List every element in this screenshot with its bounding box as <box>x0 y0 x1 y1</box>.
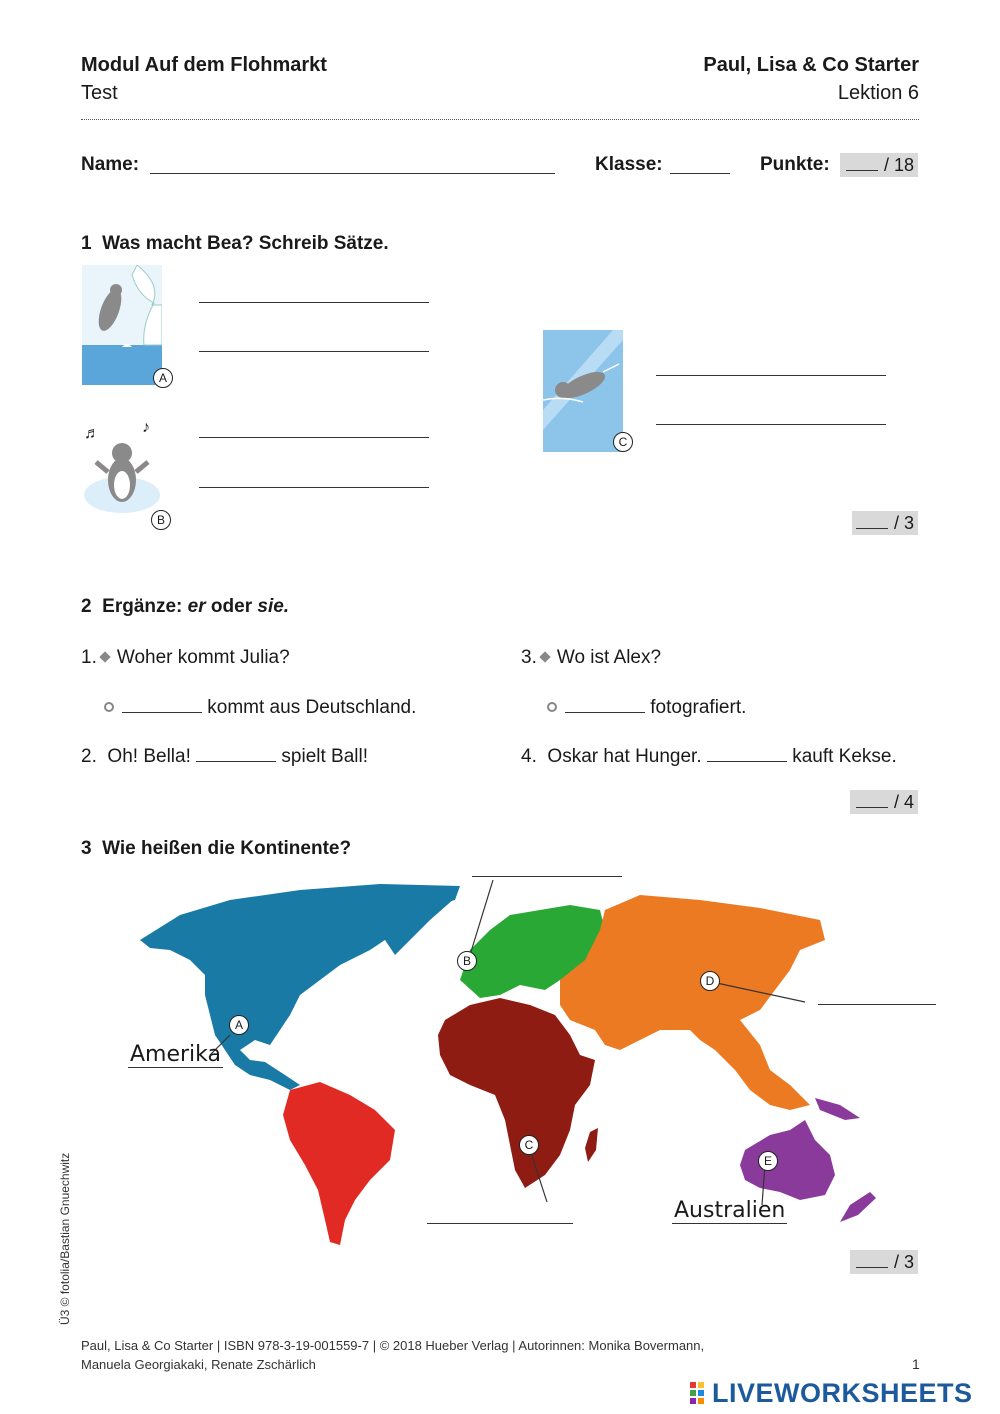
diamond-icon <box>539 651 550 662</box>
samerica-region <box>283 1082 395 1245</box>
answer-line-a1[interactable] <box>199 285 429 303</box>
oceania-region <box>740 1120 835 1200</box>
gap-field-2[interactable] <box>196 745 276 762</box>
svg-text:♪: ♪ <box>142 419 150 436</box>
task1-score: / 3 <box>893 513 914 533</box>
answer-line-a2[interactable] <box>199 334 429 352</box>
madagascar-region <box>585 1128 598 1162</box>
diamond-icon <box>99 651 110 662</box>
task2-item-3-answer: fotografiert. <box>543 696 746 719</box>
marker-b-task1: B <box>151 510 171 530</box>
image-credit: Ü3 © fotolia/Bastian Gnuechwitz <box>58 1152 72 1325</box>
seal-swimming-image <box>543 330 623 452</box>
liveworksheets-logo-icon <box>690 1382 712 1406</box>
map-answer-b[interactable] <box>472 860 622 877</box>
map-answer-c[interactable] <box>427 1207 573 1224</box>
map-label-australien: Australien <box>674 1198 786 1223</box>
class-field[interactable] <box>670 154 730 174</box>
png-region <box>815 1098 860 1120</box>
task2-item-1-answer: kommt aus Deutschland. <box>100 696 416 719</box>
task1-title: 1 Was macht Bea? Schreib Sätze. <box>81 233 389 254</box>
task2-item-4: 4. Oskar hat Hunger. kauft Kekse. <box>521 746 897 767</box>
liveworksheets-logo[interactable] <box>690 1378 973 1409</box>
seal-diving-image <box>82 265 162 385</box>
page-number: 1 <box>912 1356 920 1372</box>
map-marker-a: A <box>229 1015 249 1035</box>
answer-line-c1[interactable] <box>656 358 886 376</box>
marker-a-task1: A <box>153 368 173 388</box>
footer-line-1: Paul, Lisa & Co Starter | ISBN 978-3-19-001559-7 | © 2018 Hueber Verlag | Autorinnen: Monika Bovermann, <box>81 1338 705 1353</box>
test-label: Test <box>81 82 118 104</box>
seal-singing-image <box>82 410 162 520</box>
map-marker-c: C <box>519 1135 539 1155</box>
task2-title: 2 Ergänze: er oder sie. <box>81 596 290 617</box>
footer-line-2: Manuela Georgiakaki, Renate Zschärlich <box>81 1357 316 1372</box>
answer-line-b1[interactable] <box>199 420 429 438</box>
task2-score: / 4 <box>893 792 914 812</box>
svg-text:♬: ♬ <box>84 425 100 442</box>
circle-bullet-icon <box>104 702 114 712</box>
gap-field-4[interactable] <box>707 745 787 762</box>
name-field[interactable] <box>150 154 555 174</box>
task2-item-2: 2. Oh! Bella! spielt Ball! <box>81 746 369 767</box>
points-total-box[interactable] <box>840 153 918 177</box>
class-label: Klasse: <box>595 154 663 175</box>
marker-c-task1: C <box>613 432 633 452</box>
map-marker-b: B <box>457 951 477 971</box>
map-marker-e: E <box>758 1151 778 1171</box>
task3-score: / 3 <box>893 1252 914 1272</box>
header-divider <box>81 119 919 120</box>
task1-score-box[interactable] <box>852 511 918 535</box>
task2-item-1-question: 1. Woher kommt Julia? <box>81 647 290 668</box>
gap-field-3[interactable] <box>565 696 645 713</box>
module-title: Modul Auf dem Flohmarkt <box>81 54 327 76</box>
circle-bullet-icon <box>547 702 557 712</box>
name-label: Name: <box>81 154 140 175</box>
map-answer-d[interactable] <box>818 988 936 1005</box>
answer-line-c2[interactable] <box>656 407 886 425</box>
book-title: Paul, Lisa & Co Starter <box>703 54 919 76</box>
task3-score-box[interactable] <box>850 1250 918 1274</box>
task3-title: 3 Wie heißen die Kontinente? <box>81 838 352 859</box>
answer-line-b2[interactable] <box>199 470 429 488</box>
nz-region <box>840 1192 876 1222</box>
task2-score-box[interactable] <box>850 790 918 814</box>
lesson-label: Lektion 6 <box>837 82 919 104</box>
africa-region <box>438 998 595 1188</box>
map-marker-d: D <box>700 971 720 991</box>
liveworksheets-brand: LIVEWORKSHEETS <box>712 1378 973 1408</box>
points-label: Punkte: <box>760 154 830 175</box>
map-label-amerika: Amerika <box>130 1042 222 1067</box>
points-total: / 18 <box>883 155 914 175</box>
task2-item-3-question: 3. Wo ist Alex? <box>521 647 662 668</box>
gap-field-1[interactable] <box>122 696 202 713</box>
